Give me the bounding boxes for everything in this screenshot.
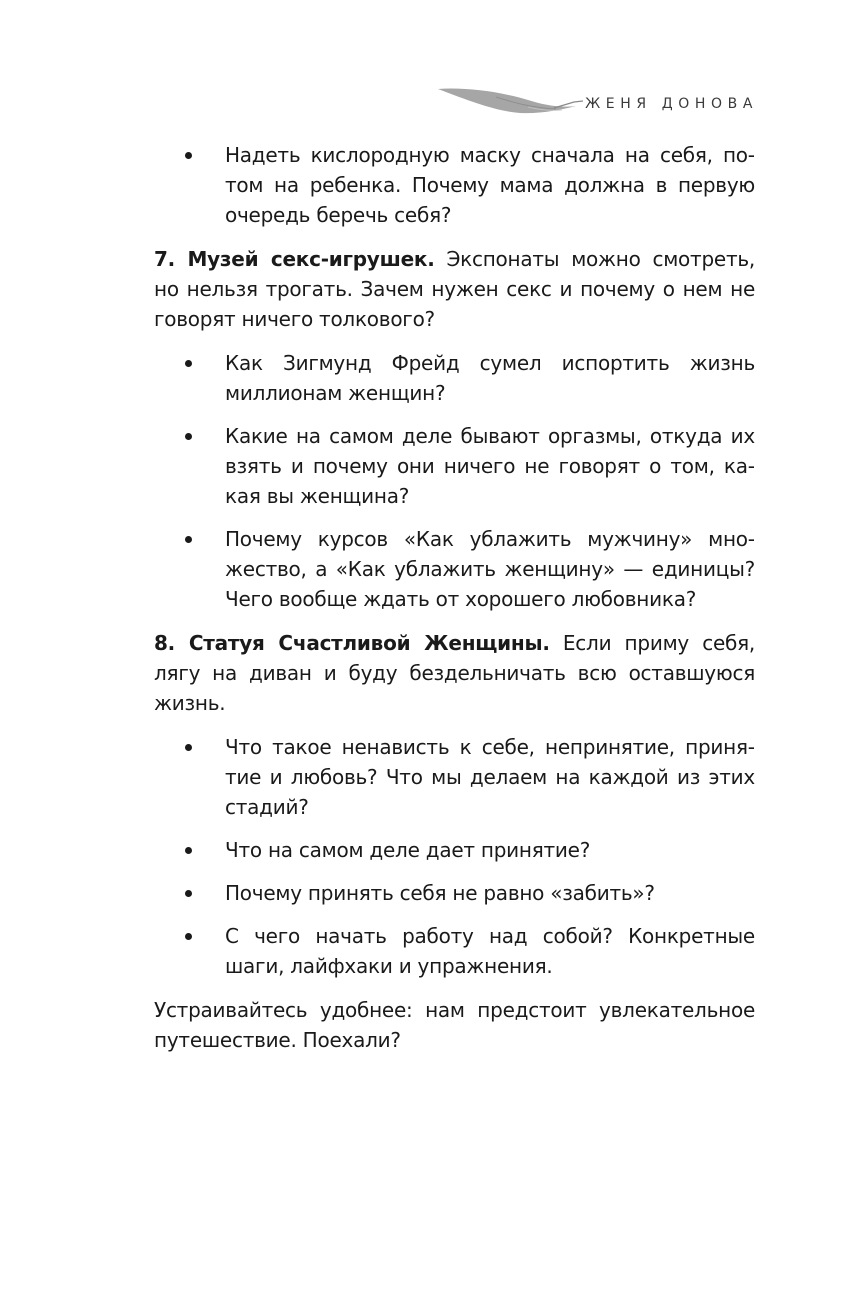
section-8-paragraph [154,628,755,718]
list-item-text: Надеть кислородную маску сначала на себя, потом на ребенка. Почему мама должна в первую очередь беречь себя? [225,143,755,227]
list-item [154,878,755,908]
section-7-title: 7. Музей секс-игрушек. [154,247,435,271]
running-header [436,84,762,128]
bullet-icon [185,152,192,159]
bullet-icon [185,744,192,751]
bullet-icon [185,890,192,897]
bullet-icon [185,847,192,854]
page-body [154,140,755,1069]
list-item [154,140,755,230]
bullet-icon [185,536,192,543]
list-item-text: Какие на самом деле бывают оргазмы, откуда их взять и почему они ничего не говорят о том, какая вы женщина? [225,424,755,508]
bullet-list-top [154,140,755,230]
list-item [154,348,755,408]
bullet-list-section-8 [154,732,755,981]
list-item-text: С чего начать работу над собой? Конкретные шаги, лайфхаки и упражнения. [225,924,755,978]
list-item [154,921,755,981]
bullet-icon [185,433,192,440]
bullet-list-section-7 [154,348,755,614]
list-item-text: Почему принять себя не равно «забить»? [225,881,655,905]
section-8-title: 8. Статуя Счастливой Женщины. [154,631,550,655]
bullet-icon [185,360,192,367]
list-item-text: Как Зигмунд Фрейд сумел испортить жизнь миллионам женщин? [225,351,755,405]
list-item [154,421,755,511]
section-7-text: Экспонаты можно смотреть, но нельзя трогать. Зачем нужен секс и почему о нем не говорят ничего толкового? [154,247,755,331]
section-8-text: Если приму себя, лягу на диван и буду бездельничать всю оставшуюся жизнь. [154,631,755,715]
author-name: ЖЕНЯ ДОНОВА [585,96,758,112]
list-item-text: Почему курсов «Как ублажить мужчину» множество, а «Как ублажить женщину» — единицы? Чего вообще ждать от хорошего любовника? [225,527,755,611]
feather-icon [436,84,586,118]
closing-paragraph: Устраивайтесь удобнее: нам предстоит увлекательное путешествие. Поехали? [154,998,755,1052]
list-item [154,524,755,614]
list-item-text: Что на самом деле дает принятие? [225,838,591,862]
list-item-text: Что такое ненависть к себе, непринятие, принятие и любовь? Что мы делаем на каждой из этих стадий? [225,735,755,819]
list-item [154,835,755,865]
list-item [154,732,755,822]
bullet-icon [185,933,192,940]
section-7-paragraph [154,244,755,334]
